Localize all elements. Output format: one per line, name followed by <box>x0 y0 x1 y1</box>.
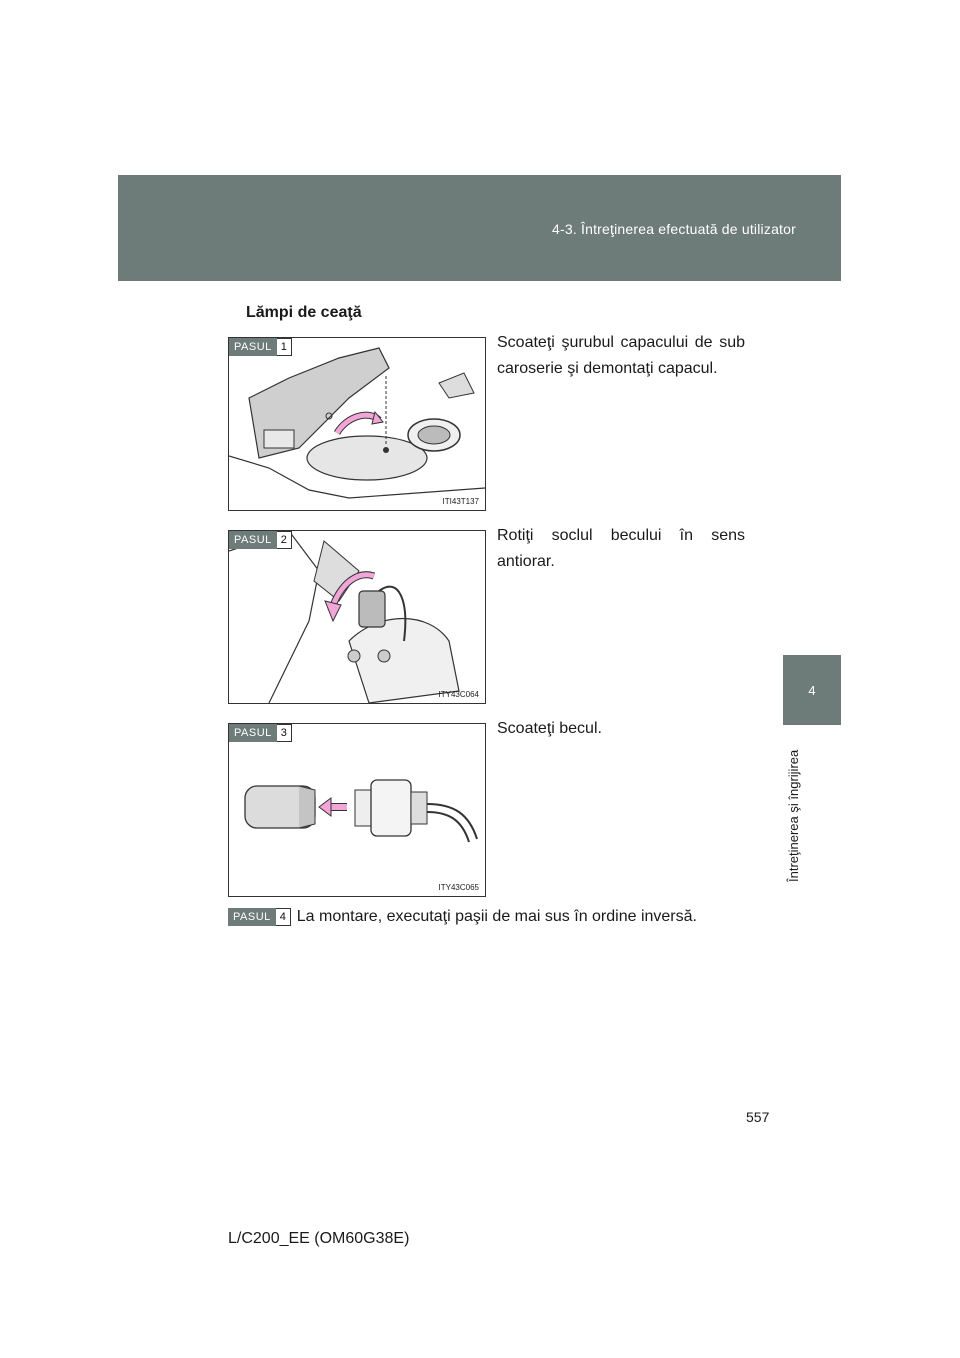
section-header-title: 4-3. Întreţinerea efectuată de utilizator <box>551 221 796 237</box>
step-4 <box>228 908 697 926</box>
chapter-side-label: Întreţinerea şi îngrijirea <box>786 749 801 882</box>
step-2-figure <box>228 530 486 704</box>
page-number: 557 <box>746 1109 770 1125</box>
footer-document-code: L/C200_EE (OM60G38E) <box>228 1230 410 1247</box>
step-2-illustration <box>229 531 485 703</box>
step-1-illustration <box>229 338 485 510</box>
step-1-figure <box>228 337 486 511</box>
section-title: Lămpi de ceaţă <box>246 304 362 321</box>
figure-code: ITY43C065 <box>438 883 479 892</box>
step-4-badge <box>228 908 291 926</box>
step-4-text: La montare, executaţi paşii de mai sus în ordine inversă. <box>296 908 697 925</box>
step-2-badge <box>229 531 292 549</box>
step-badge-label: PASUL <box>229 531 277 549</box>
figure-code: ITI43T137 <box>442 497 479 506</box>
step-1-badge <box>229 338 292 356</box>
step-3-badge <box>229 724 292 742</box>
step-badge-label: PASUL <box>229 724 277 742</box>
figure-code: ITY43C064 <box>438 690 479 699</box>
chapter-header-bar <box>118 175 841 281</box>
step-3-figure <box>228 723 486 897</box>
step-badge-number: 2 <box>277 531 292 549</box>
step-badge-label: PASUL <box>229 338 277 356</box>
chapter-number-tab: 4 <box>783 655 841 725</box>
step-badge-label: PASUL <box>228 908 276 926</box>
step-1-text: Scoateţi şurubul capacului de sub caroserie şi demontaţi capacul. <box>497 334 745 377</box>
step-badge-number: 1 <box>277 338 292 356</box>
step-badge-number: 4 <box>276 908 291 926</box>
step-3-text: Scoateţi becul. <box>497 720 602 737</box>
step-2-text: Rotiţi soclul becului în sens antiorar. <box>497 527 745 570</box>
step-badge-number: 3 <box>277 724 292 742</box>
step-3-illustration <box>229 724 485 896</box>
